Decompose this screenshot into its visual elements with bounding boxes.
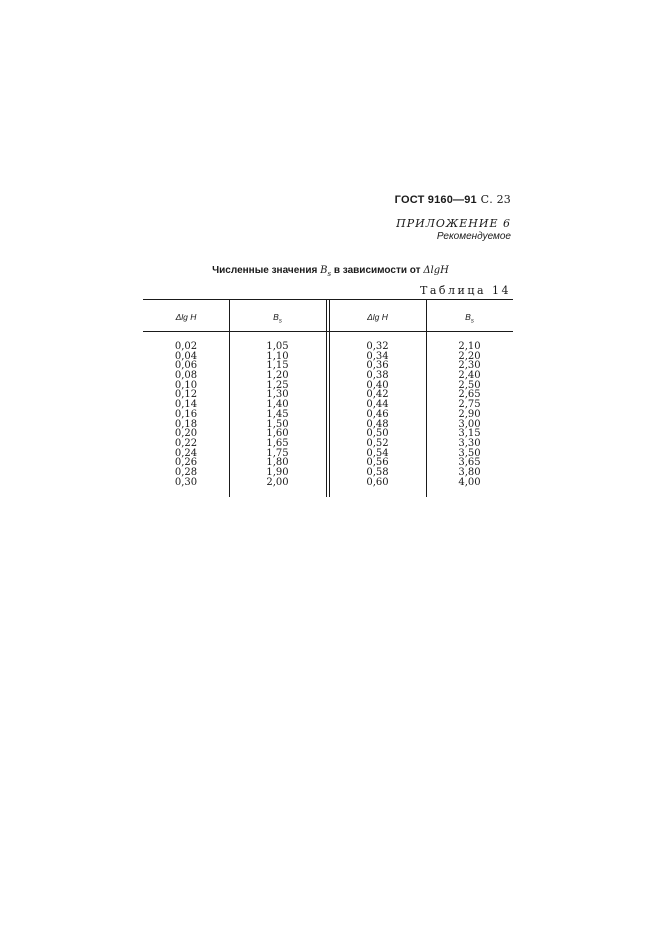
page-number: С. 23	[480, 193, 511, 206]
table-cell: 0,26	[174, 457, 198, 469]
table-cell: 0,34	[366, 350, 389, 362]
table-cell: 0,30	[174, 476, 198, 488]
table-cell: 1,05	[266, 341, 289, 352]
table-cell: 0,46	[366, 408, 389, 420]
table-top-rule	[143, 299, 513, 300]
table-cell: 0,08	[174, 370, 198, 382]
table-cell: 3,30	[458, 437, 481, 449]
table-cell: 2,20	[458, 350, 481, 362]
recommended-note: Рекомендуемое	[436, 231, 511, 242]
table-cell: 1,60	[266, 428, 289, 440]
table-cell: 3,00	[458, 418, 481, 430]
table-cell: 1,75	[266, 447, 289, 459]
table-cell: 2,30	[458, 360, 481, 372]
table-cell: 0,44	[366, 399, 389, 411]
table-cell: 0,28	[174, 466, 198, 478]
table-cell: 2,65	[458, 389, 481, 401]
column-left-dlgH	[143, 342, 229, 487]
title-suffix: ΔlgH	[423, 265, 449, 276]
table-cell: 0,56	[366, 457, 389, 469]
table-cell: 0,42	[366, 389, 389, 401]
table-cell: 0,10	[174, 379, 198, 391]
table-cell: 1,10	[266, 350, 289, 362]
table-cell: 0,60	[366, 476, 389, 488]
column-header-dlgH-left: Δlg H	[175, 312, 197, 322]
column-header-Bs-right: $B_s$	[465, 312, 474, 325]
column-left-Bs	[229, 342, 326, 487]
table-cell: 0,18	[174, 418, 198, 430]
table-cell: 1,80	[266, 457, 289, 469]
table-cell: 2,90	[458, 408, 481, 420]
table-cell: 0,32	[366, 341, 389, 352]
table-cell: 0,40	[366, 379, 389, 391]
table-cell: 1,15	[266, 360, 289, 372]
table-cell: 1,20	[266, 370, 289, 382]
table-cell: 0,48	[366, 418, 389, 430]
table-header-rule	[143, 331, 513, 332]
table-cell: 0,20	[174, 428, 198, 440]
table-cell: 0,04	[174, 350, 198, 362]
column-header-dlgH-right: Δlg H	[367, 312, 388, 322]
table-title	[0, 265, 661, 278]
table-cell: 0,52	[366, 437, 389, 449]
table-cell: 2,00	[266, 476, 289, 488]
table-cell: 0,22	[174, 437, 198, 449]
table-cell: 1,90	[266, 466, 289, 478]
table-cell: 1,40	[266, 399, 289, 411]
appendix-title: ПРИЛОЖЕНИЕ 6	[396, 217, 511, 230]
table-cell: 0,16	[174, 408, 198, 420]
standard-number: ГОСТ 9160—91	[394, 194, 477, 206]
column-right-Bs	[426, 342, 513, 487]
column-right-dlgH	[329, 342, 426, 487]
table-cell: 0,58	[366, 466, 389, 478]
table-cell: 0,50	[366, 428, 389, 440]
table-cell: 3,50	[458, 447, 481, 459]
column-divider-2a	[326, 299, 327, 497]
table-cell: 0,02	[174, 341, 198, 352]
table-cell: 0,12	[174, 389, 198, 401]
table-cell: 1,50	[266, 418, 289, 430]
table-cell: 3,80	[458, 466, 481, 478]
table-cell: 0,36	[366, 360, 389, 372]
title-symbol: $B_s$	[320, 265, 332, 278]
table-cell: 4,00	[458, 476, 481, 488]
column-header-Bs-left: $B_s$	[273, 312, 282, 325]
title-middle: в зависимости от	[333, 265, 421, 276]
table-cell: 2,50	[458, 379, 481, 391]
table-cell: 2,10	[458, 341, 481, 352]
table-cell: 0,14	[174, 399, 198, 411]
table-cell: 3,65	[458, 457, 481, 469]
table-cell: 1,65	[266, 437, 289, 449]
table-number-label: Таблица 14	[420, 284, 511, 297]
table-cell: 3,15	[458, 428, 481, 440]
document-header	[395, 193, 511, 206]
title-prefix: Численные значения	[212, 265, 318, 276]
table-cell: 0,38	[366, 370, 389, 382]
table-cell: 1,45	[266, 408, 289, 420]
table-cell: 0,06	[174, 360, 198, 372]
table-cell: 0,24	[174, 447, 198, 459]
table-cell: 0,54	[366, 447, 389, 459]
table-cell: 2,40	[458, 370, 481, 382]
table-cell: 1,25	[266, 379, 289, 391]
table-cell: 2,75	[458, 399, 481, 411]
table-cell: 1,30	[266, 389, 289, 401]
